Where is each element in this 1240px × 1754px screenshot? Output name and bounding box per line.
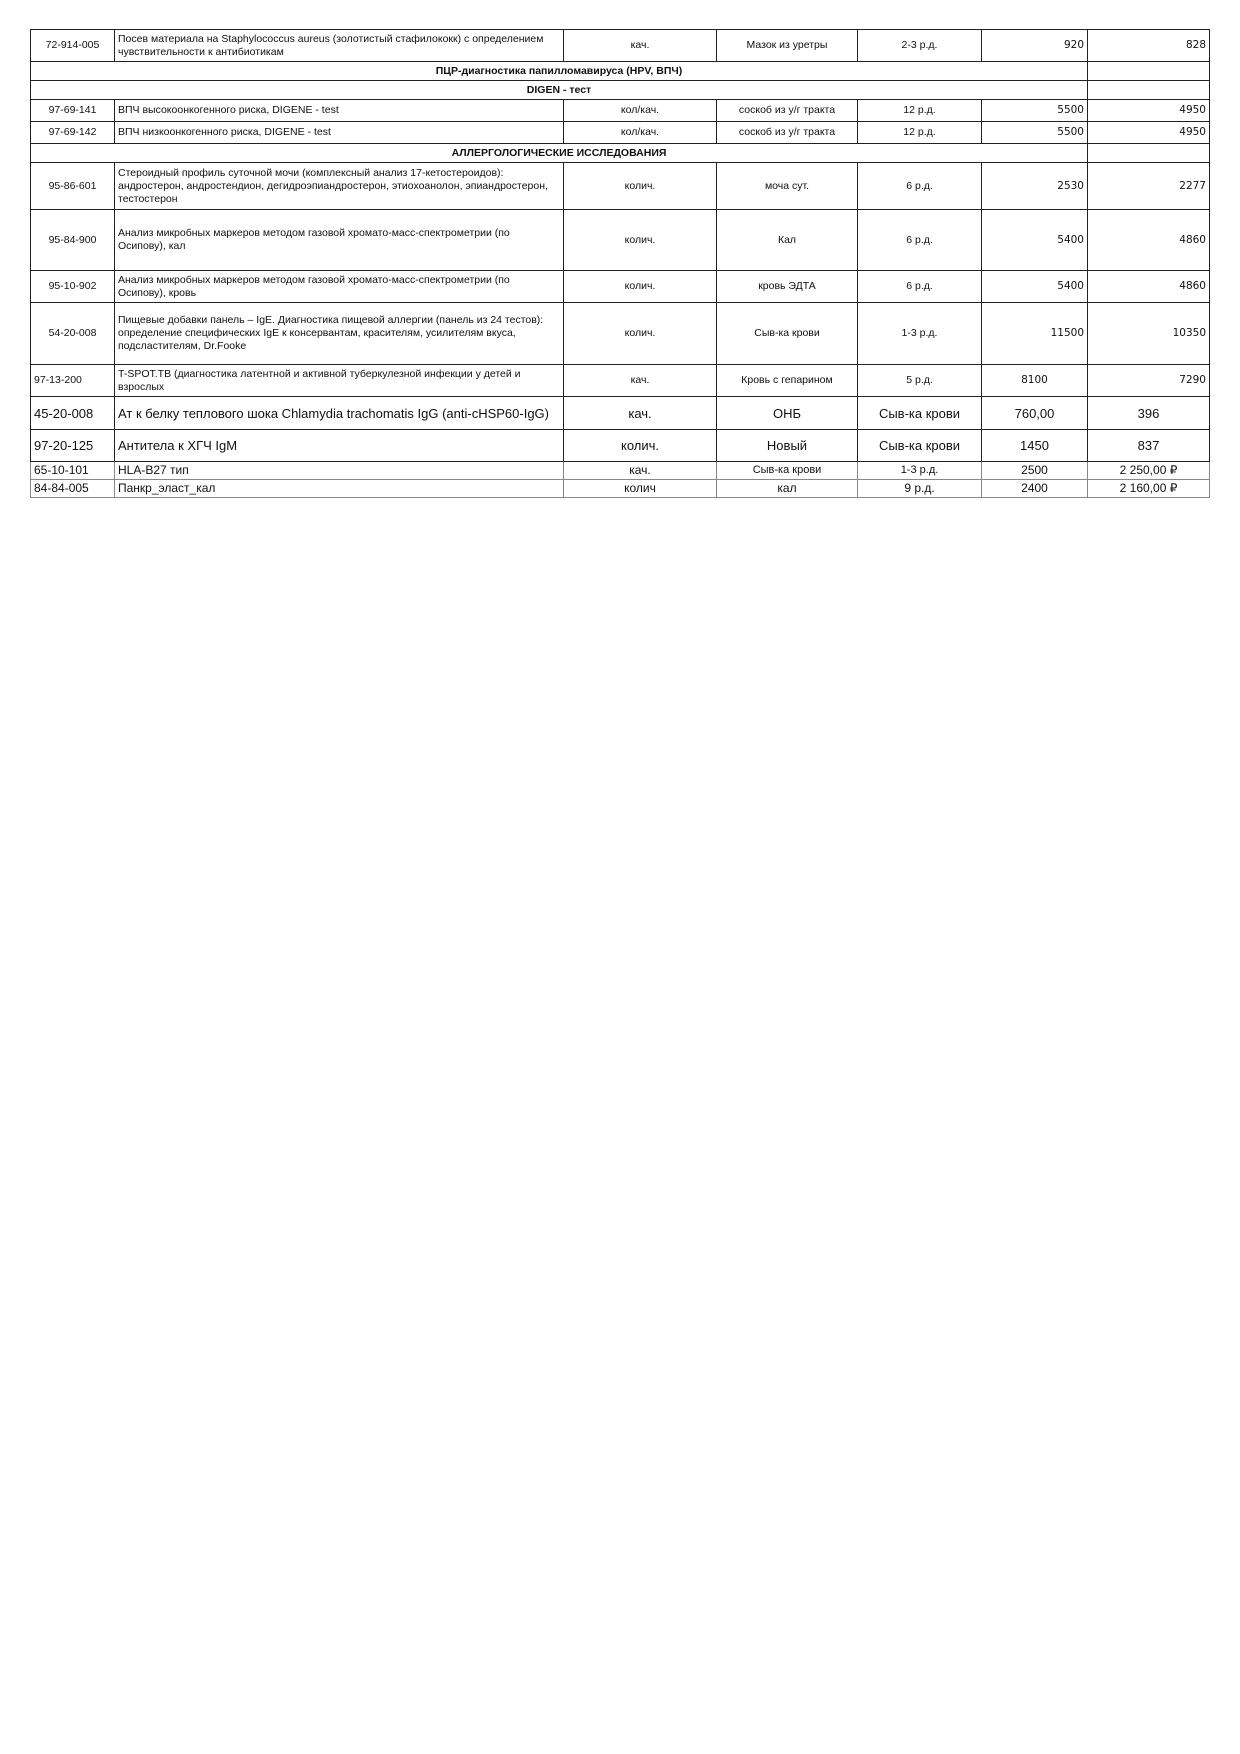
material: моча сут. bbox=[717, 163, 858, 210]
service-name: Посев материала на Staphylococcus aureus (золотистый стафилококк) с определением чувствительности к антибиотикам bbox=[115, 30, 564, 62]
price-discount: 4950 bbox=[1088, 100, 1210, 122]
service-code: 95-86-601 bbox=[31, 163, 115, 210]
material: кал bbox=[717, 480, 858, 498]
price-base: 11500 bbox=[982, 303, 1088, 365]
service-name: HLA-B27 тип bbox=[115, 462, 564, 480]
price-base: 760,00 bbox=[982, 397, 1088, 430]
service-name: Стероидный профиль суточной мочи (комплексный анализ 17-кетостероидов): андростерон, андростендион, дегидроэпиандростерон, этиохоанолон, эпиандростерон, тестостерон bbox=[115, 163, 564, 210]
empty-cell bbox=[1088, 81, 1210, 100]
price-discount: 2277 bbox=[1088, 163, 1210, 210]
method: колич. bbox=[564, 210, 717, 271]
section-header-row bbox=[31, 81, 1210, 100]
section-title-allergy: АЛЛЕРГОЛОГИЧЕСКИЕ ИССЛЕДОВАНИЯ bbox=[31, 144, 1088, 163]
term: 1-3 р.д. bbox=[858, 462, 982, 480]
term: 2-3 р.д. bbox=[858, 30, 982, 62]
price-base: 920 bbox=[982, 30, 1088, 62]
table-row bbox=[31, 462, 1210, 480]
term: 12 р.д. bbox=[858, 122, 982, 144]
material: Сыв-ка крови bbox=[717, 303, 858, 365]
price-discount: 10350 bbox=[1088, 303, 1210, 365]
term: 6 р.д. bbox=[858, 271, 982, 303]
price-discount: 4950 bbox=[1088, 122, 1210, 144]
table-row bbox=[31, 397, 1210, 430]
service-name: Ат к белку теплового шока Chlamydia trachomatis IgG (anti-cHSP60-IgG) bbox=[115, 397, 564, 430]
price-discount: 4860 bbox=[1088, 271, 1210, 303]
price-base: 5500 bbox=[982, 100, 1088, 122]
method: кач. bbox=[564, 397, 717, 430]
section-header-row bbox=[31, 62, 1210, 81]
material: Сыв-ка крови bbox=[717, 462, 858, 480]
service-name: Панкр_эласт_кал bbox=[115, 480, 564, 498]
table-row bbox=[31, 30, 1210, 62]
method: колич. bbox=[564, 271, 717, 303]
term: Сыв-ка крови bbox=[858, 430, 982, 462]
service-name: Анализ микробных маркеров методом газовой хромато-масс-спектрометрии (по Осипову), кал bbox=[115, 210, 564, 271]
term: 9 р.д. bbox=[858, 480, 982, 498]
service-name: Анализ микробных маркеров методом газовой хромато-масс-спектрометрии (по Осипову), кровь bbox=[115, 271, 564, 303]
material: соскоб из у/г тракта bbox=[717, 122, 858, 144]
table-row bbox=[31, 480, 1210, 498]
term: 12 р.д. bbox=[858, 100, 982, 122]
material: Новый bbox=[717, 430, 858, 462]
method: колич. bbox=[564, 430, 717, 462]
price-base: 5500 bbox=[982, 122, 1088, 144]
service-code: 95-84-900 bbox=[31, 210, 115, 271]
term: Сыв-ка крови bbox=[858, 397, 982, 430]
service-code: 72-914-005 bbox=[31, 30, 115, 62]
material: кровь ЭДТА bbox=[717, 271, 858, 303]
material: Кал bbox=[717, 210, 858, 271]
method: кач. bbox=[564, 30, 717, 62]
table-row bbox=[31, 100, 1210, 122]
price-discount: 396 bbox=[1088, 397, 1210, 430]
service-code: 97-13-200 bbox=[31, 365, 115, 397]
section-header-row bbox=[31, 144, 1210, 163]
service-code: 95-10-902 bbox=[31, 271, 115, 303]
table-row bbox=[31, 122, 1210, 144]
method: кач. bbox=[564, 462, 717, 480]
material: Мазок из уретры bbox=[717, 30, 858, 62]
price-base: 2400 bbox=[982, 480, 1088, 498]
method: кач. bbox=[564, 365, 717, 397]
section-title-digen: DIGEN - тест bbox=[31, 81, 1088, 100]
method: колич bbox=[564, 480, 717, 498]
method: колич. bbox=[564, 303, 717, 365]
service-code: 45-20-008 bbox=[31, 397, 115, 430]
empty-cell bbox=[1088, 144, 1210, 163]
service-code: 97-20-125 bbox=[31, 430, 115, 462]
table-row bbox=[31, 303, 1210, 365]
material: Кровь с гепарином bbox=[717, 365, 858, 397]
table-row bbox=[31, 365, 1210, 397]
price-base: 5400 bbox=[982, 210, 1088, 271]
price-base: 2500 bbox=[982, 462, 1088, 480]
service-code: 97-69-141 bbox=[31, 100, 115, 122]
term: 5 р.д. bbox=[858, 365, 982, 397]
service-name: Антитела к ХГЧ IgM bbox=[115, 430, 564, 462]
table-row bbox=[31, 271, 1210, 303]
empty-cell bbox=[1088, 62, 1210, 81]
table-row bbox=[31, 163, 1210, 210]
service-code: 54-20-008 bbox=[31, 303, 115, 365]
price-discount: 2 250,00 ₽ bbox=[1088, 462, 1210, 480]
price-discount: 837 bbox=[1088, 430, 1210, 462]
service-name: Пищевые добавки панель – IgE. Диагностика пищевой аллергии (панель из 24 тестов): определение специфических IgE к консервантам, красителям, усилителям вкуса, подсластителям, Dr.Fooke bbox=[115, 303, 564, 365]
method: колич. bbox=[564, 163, 717, 210]
term: 6 р.д. bbox=[858, 163, 982, 210]
service-name: ВПЧ низкоонкогенного риска, DIGENE - test bbox=[115, 122, 564, 144]
material: соскоб из у/г тракта bbox=[717, 100, 858, 122]
table-row bbox=[31, 430, 1210, 462]
price-discount: 7290 bbox=[1088, 365, 1210, 397]
method: кол/кач. bbox=[564, 100, 717, 122]
price-base: 5400 bbox=[982, 271, 1088, 303]
service-code: 84-84-005 bbox=[31, 480, 115, 498]
service-name: ВПЧ высокоонкогенного риска, DIGENE - test bbox=[115, 100, 564, 122]
price-list-table bbox=[30, 29, 1210, 498]
service-code: 65-10-101 bbox=[31, 462, 115, 480]
section-title-pcr: ПЦР-диагностика папилломавируса (HPV, ВПЧ) bbox=[31, 62, 1088, 81]
price-discount: 828 bbox=[1088, 30, 1210, 62]
price-discount: 4860 bbox=[1088, 210, 1210, 271]
term: 6 р.д. bbox=[858, 210, 982, 271]
price-base: 8100 bbox=[982, 365, 1088, 397]
table-row bbox=[31, 210, 1210, 271]
price-discount: 2 160,00 ₽ bbox=[1088, 480, 1210, 498]
service-code: 97-69-142 bbox=[31, 122, 115, 144]
price-base: 1450 bbox=[982, 430, 1088, 462]
method: кол/кач. bbox=[564, 122, 717, 144]
term: 1-3 р.д. bbox=[858, 303, 982, 365]
material: ОНБ bbox=[717, 397, 858, 430]
service-name: T-SPOT.TB (диагностика латентной и активной туберкулезной инфекции у детей и взрослых bbox=[115, 365, 564, 397]
price-base: 2530 bbox=[982, 163, 1088, 210]
